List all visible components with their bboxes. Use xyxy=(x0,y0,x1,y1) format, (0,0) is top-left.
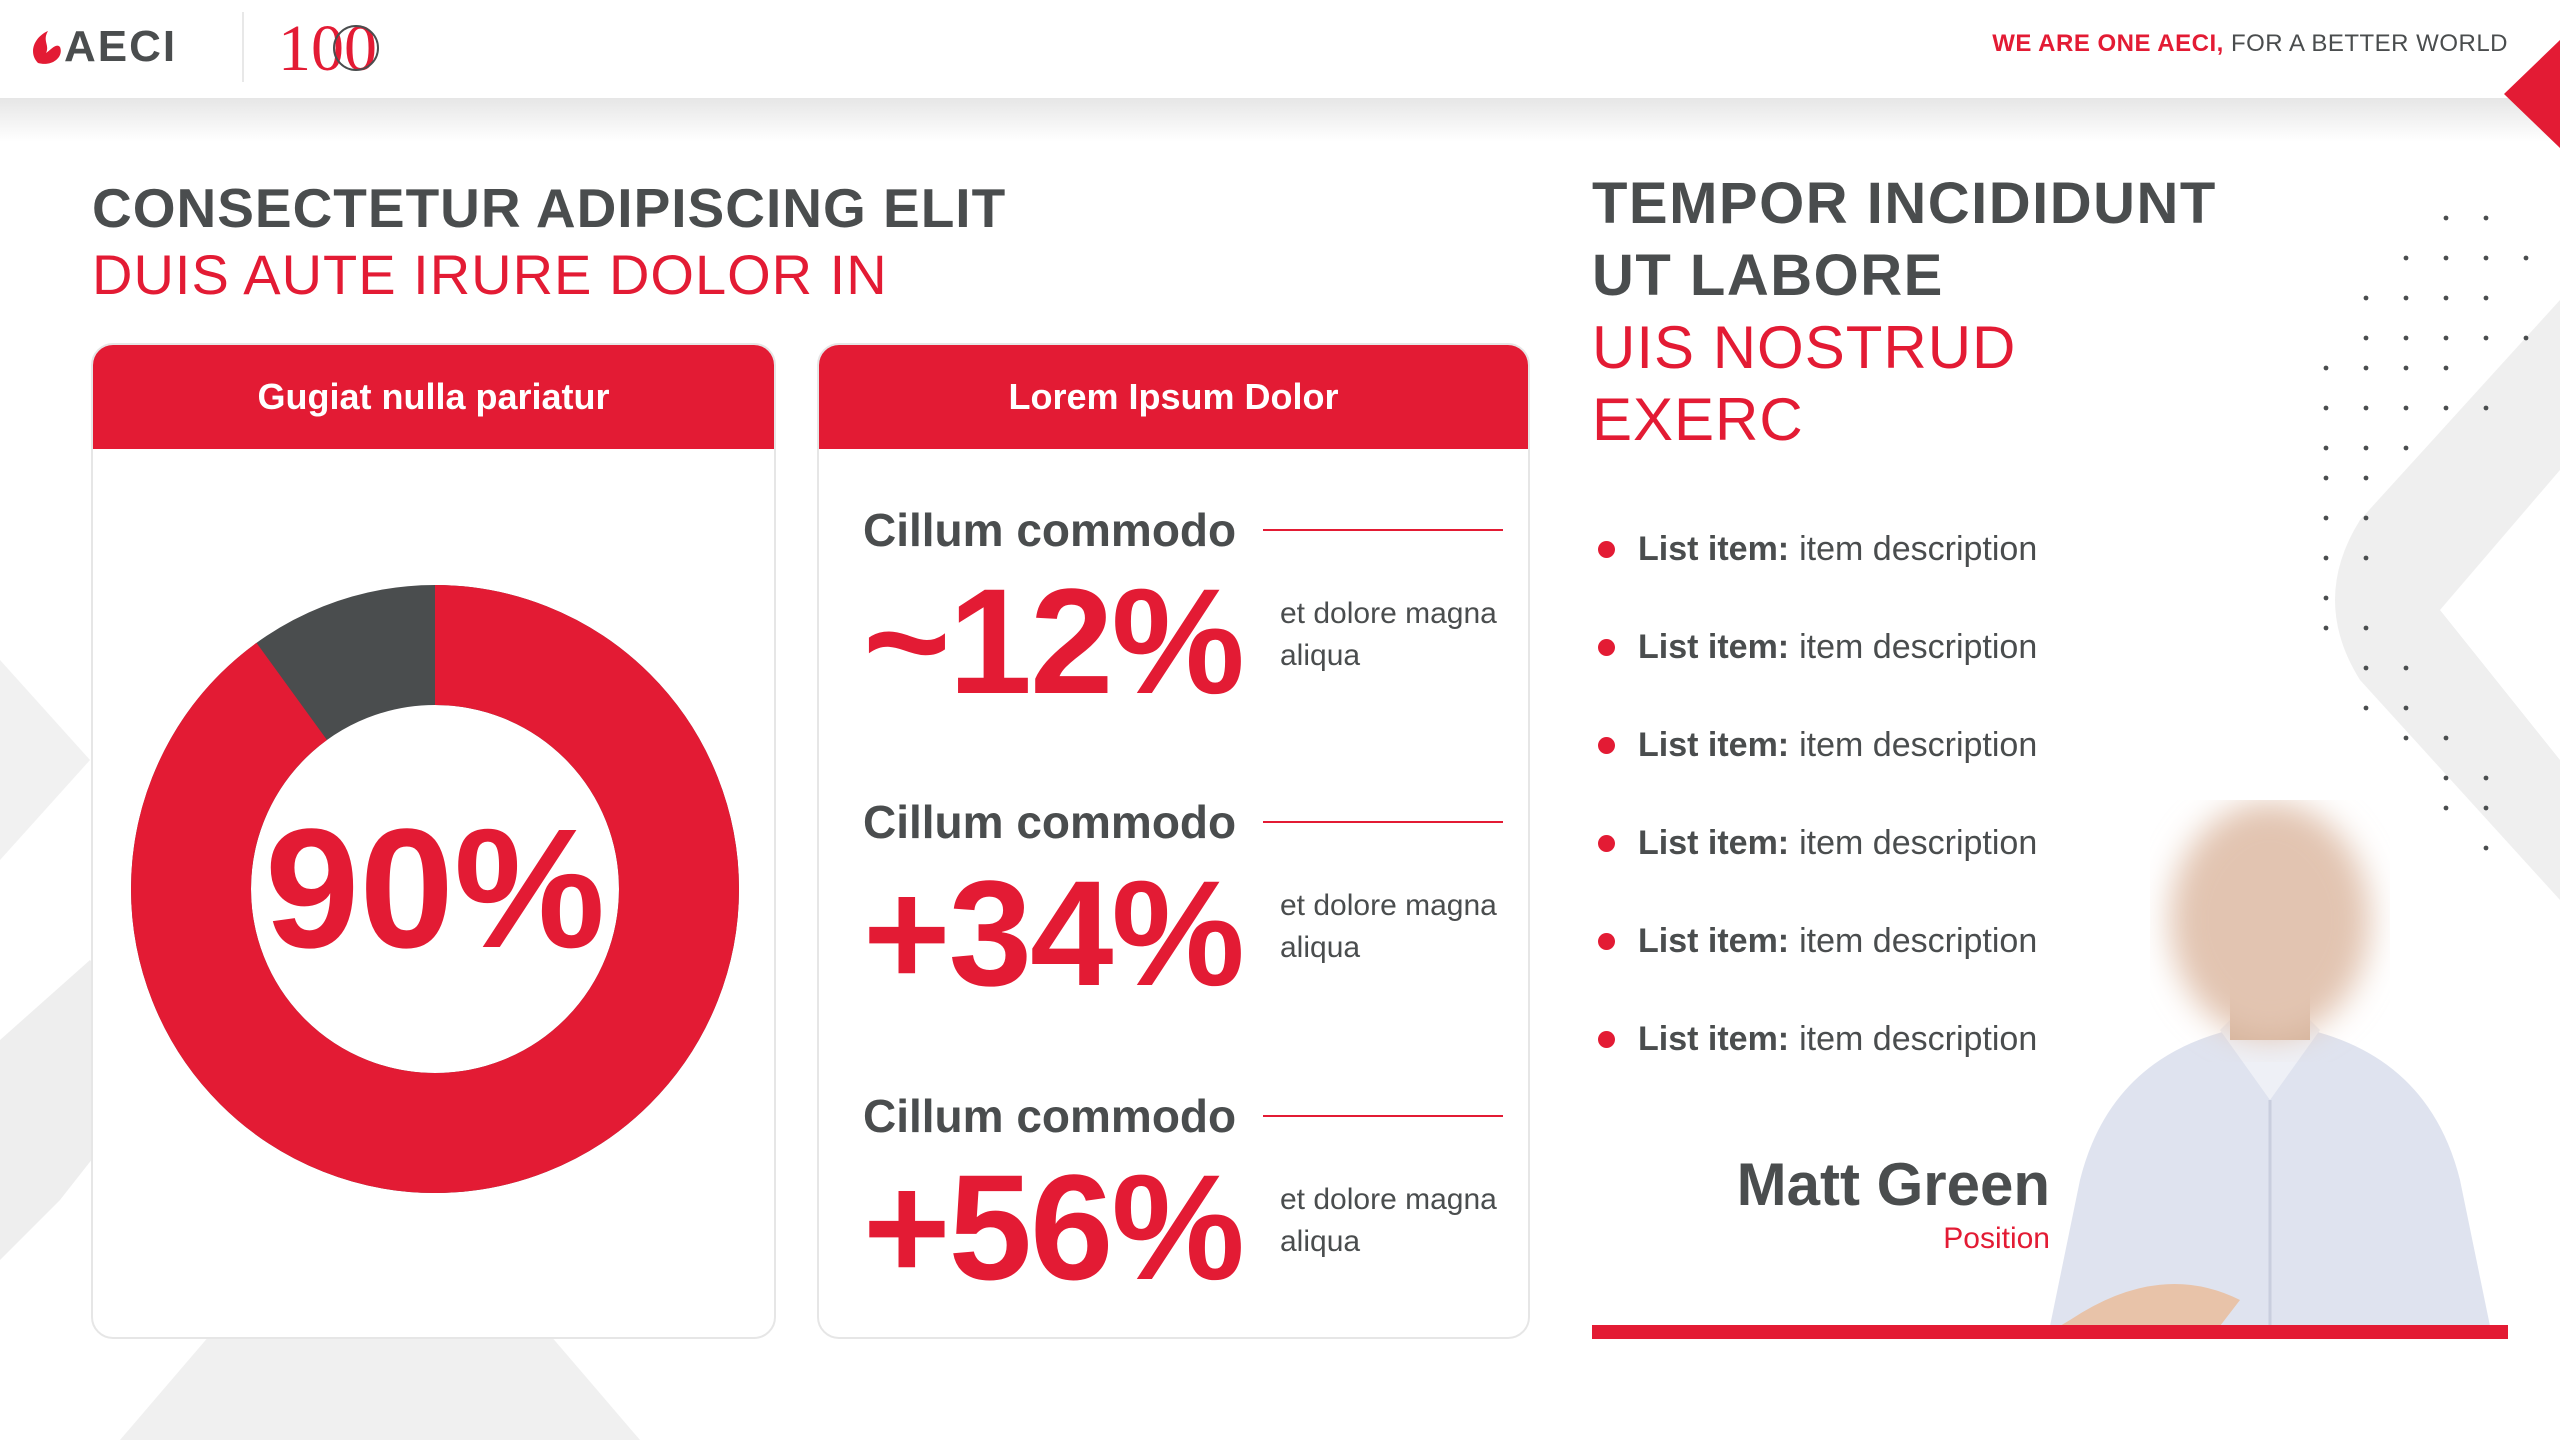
list-item-label: List item: xyxy=(1638,1019,1790,1058)
centenary-logo xyxy=(278,14,390,80)
aeci-logo xyxy=(30,22,177,72)
right-heading-block xyxy=(1592,168,2217,456)
left-subheading: DUIS AUTE IRURE DOLOR IN xyxy=(92,243,888,306)
donut-card-title: Gugiat nulla pariatur xyxy=(93,345,774,449)
tagline-bold: WE ARE ONE AECI, xyxy=(1992,30,2224,57)
tagline xyxy=(1992,30,2508,58)
list-item xyxy=(1598,696,2037,794)
corner-accent xyxy=(2504,40,2560,148)
stat-title: Cillum commodo xyxy=(863,1090,1237,1142)
list-item-label: List item: xyxy=(1638,921,1790,960)
tagline-rest: FOR A BETTER WORLD xyxy=(2223,30,2508,57)
stats-card-title: Lorem Ipsum Dolor xyxy=(819,345,1528,449)
stat-item xyxy=(863,795,1503,1065)
right-sub-line2: EXERC xyxy=(1592,386,1804,453)
right-heading-line2: UT LABORE xyxy=(1592,243,1944,308)
brand-name: AECI xyxy=(64,22,178,71)
stat-title: Cillum commodo xyxy=(863,504,1237,556)
stat-title: Cillum commodo xyxy=(863,796,1237,848)
list-item-label: List item: xyxy=(1638,529,1790,568)
list-item xyxy=(1598,990,2037,1088)
dot-grid-pattern xyxy=(2324,216,2529,851)
list-item-desc: item description xyxy=(1799,529,2038,568)
list-item xyxy=(1598,892,2037,990)
list-item-desc: item description xyxy=(1799,823,2038,862)
stat-value: +34% xyxy=(863,849,1243,1017)
stat-value: ~12% xyxy=(863,557,1243,725)
donut-percentage: 90% xyxy=(264,794,606,984)
bullet-list xyxy=(1598,500,2037,1088)
list-item-label: List item: xyxy=(1638,627,1790,666)
stat-description: et dolore magna aliqua xyxy=(1280,597,1497,672)
bullet-dot-icon xyxy=(1598,1031,1615,1048)
stat-description: et dolore magna aliqua xyxy=(1280,889,1497,964)
list-item xyxy=(1598,794,2037,892)
top-header xyxy=(0,0,2560,98)
stat-divider xyxy=(1263,529,1503,531)
bullet-dot-icon xyxy=(1598,737,1615,754)
stat-divider xyxy=(1263,821,1503,823)
list-item-desc: item description xyxy=(1799,725,2038,764)
header-shadow xyxy=(0,98,2560,142)
aeci-flame-icon xyxy=(30,27,64,67)
stat-divider xyxy=(1263,1115,1503,1117)
list-item-desc: item description xyxy=(1799,921,2038,960)
stat-item xyxy=(863,1089,1503,1339)
left-heading: CONSECTETUR ADIPISCING ELIT xyxy=(92,177,1007,239)
header-divider xyxy=(242,12,244,82)
stat-value: +56% xyxy=(863,1143,1243,1311)
list-item-desc: item description xyxy=(1799,1019,2038,1058)
bullet-dot-icon xyxy=(1598,639,1615,656)
right-heading-line1: TEMPOR INCIDIDUNT xyxy=(1592,171,2217,236)
bullet-dot-icon xyxy=(1598,933,1615,950)
list-item-desc: item description xyxy=(1799,627,2038,666)
right-sub-line1: UIS NOSTRUD xyxy=(1592,314,2017,381)
centenary-number: 100 xyxy=(278,14,377,80)
person-position: Position xyxy=(1943,1222,2050,1255)
bullet-dot-icon xyxy=(1598,541,1615,558)
bullet-dot-icon xyxy=(1598,835,1615,852)
donut-card xyxy=(91,343,776,1339)
stat-item xyxy=(863,503,1503,773)
person-photo xyxy=(2020,800,2520,1326)
name-underline-bar xyxy=(1592,1325,2508,1339)
person-name: Matt Green xyxy=(1736,1151,2050,1218)
stats-card xyxy=(817,343,1530,1339)
list-item-label: List item: xyxy=(1638,823,1790,862)
list-item xyxy=(1598,500,2037,598)
list-item-label: List item: xyxy=(1638,725,1790,764)
list-item xyxy=(1598,598,2037,696)
stat-description: et dolore magna aliqua xyxy=(1280,1183,1497,1258)
